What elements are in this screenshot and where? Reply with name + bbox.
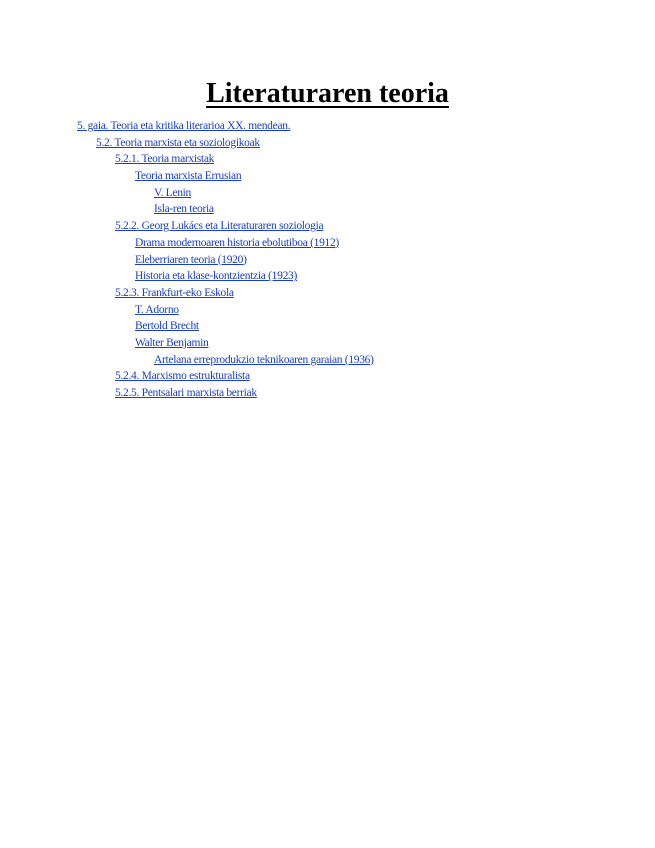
toc-item-5-2-4 [0, 367, 655, 384]
toc-link-5-2[interactable]: 5.2. Teoria marxista eta soziologikoak [96, 136, 260, 149]
toc-item-benjamin [0, 334, 655, 351]
toc-item-brecht [0, 317, 655, 334]
toc-item-5-2-5 [0, 384, 655, 401]
toc-link-isla-theory[interactable]: Isla-ren teoria [154, 203, 214, 216]
toc-link-5-2-3[interactable]: 5.2.3. Frankfurt-eko Eskola [115, 286, 234, 299]
table-of-contents [0, 117, 655, 401]
toc-item-5-2 [0, 134, 655, 151]
toc-item-isla-theory [0, 200, 655, 217]
toc-link-5-2-2[interactable]: 5.2.2. Georg Lukács eta Literaturaren soziologia [115, 220, 324, 233]
toc-item-novel-theory [0, 251, 655, 268]
toc-link-artwork-reproduction[interactable]: Artelana erreprodukzio teknikoaren garaian (1936) [154, 353, 374, 366]
page-title: Literaturaren teoria [206, 78, 449, 109]
toc-link-class-consciousness[interactable]: Historia eta klase-kontzientzia (1923) [135, 270, 297, 283]
toc-link-benjamin[interactable]: Walter Benjamin [135, 336, 209, 349]
toc-item-5-2-1 [0, 150, 655, 167]
toc-link-5-2-5[interactable]: 5.2.5. Pentsalari marxista berriak [115, 387, 257, 399]
toc-item-russian-theory [0, 167, 655, 184]
toc-item-artwork-reproduction [0, 351, 655, 368]
toc-link-drama-history[interactable]: Drama modernoaren historia ebolutiboa (1912) [135, 236, 339, 249]
toc-item-drama-history [0, 234, 655, 251]
toc-link-russian-theory[interactable]: Teoria marxista Errusian [135, 170, 242, 183]
toc-link-novel-theory[interactable]: Eleberriaren teoria (1920) [135, 253, 247, 266]
toc-link-5-2-4[interactable]: 5.2.4. Marxismo estrukturalista [115, 370, 250, 383]
toc-item-5-2-3 [0, 284, 655, 301]
toc-item-class-consciousness [0, 267, 655, 284]
toc-link-5-2-1[interactable]: 5.2.1. Teoria marxistak [115, 153, 215, 166]
toc-item-adorno [0, 301, 655, 318]
toc-item-chapter-5 [0, 117, 655, 134]
toc-item-5-2-2 [0, 217, 655, 234]
toc-link-chapter-5[interactable]: 5. gaia. Teoria eta kritika literarioa XX. mendean. [77, 120, 291, 132]
toc-item-lenin [0, 184, 655, 201]
toc-link-adorno[interactable]: T. Adorno [135, 303, 179, 316]
toc-link-brecht[interactable]: Bertold Brecht [135, 320, 199, 333]
toc-link-lenin[interactable]: V. Lenin [154, 186, 191, 199]
